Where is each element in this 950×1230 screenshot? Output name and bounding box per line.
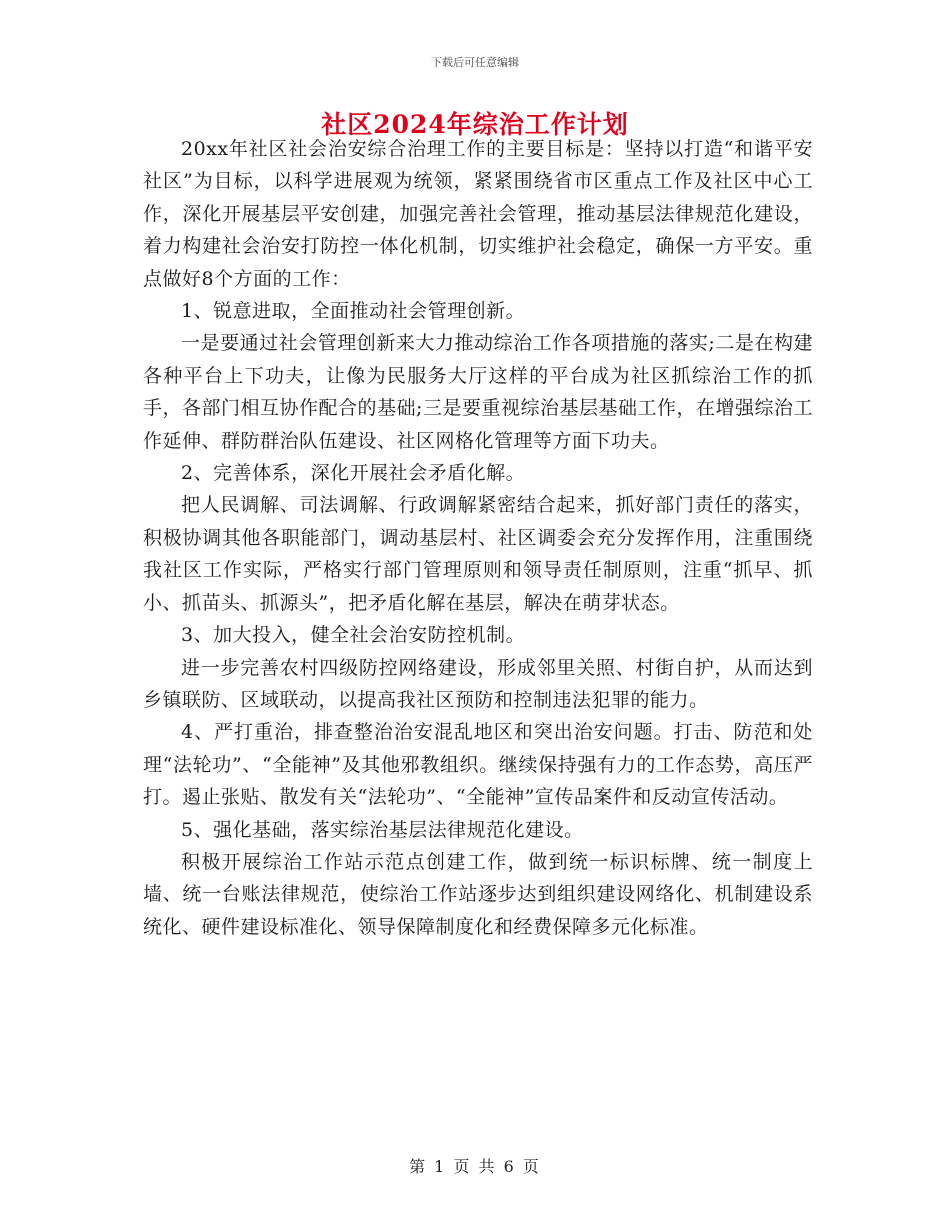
paragraph-heading-5: 5、强化基础，落实综治基层法律规范化建设。 xyxy=(181,818,584,841)
header-note: 下载后可任意编辑 xyxy=(431,56,519,69)
paragraph-body-3: 进一步完善农村四级防控网络建设，形成邻里关照、村街自护，从而达到乡镇联防、区域联动，以提高我社区预防和控制违法犯罪的能力。 xyxy=(143,656,813,711)
paragraph-body-2: 把人民调解、司法调解、行政调解紧密结合起来，抓好部门责任的落实，积极协调其他各职能部门，调动基层村、社区调委会充分发挥作用，注重围绕我社区工作实际，严格实行部门管理原则和领导责任制原则，注重“抓早、抓小、抓苗头、抓源头”，把矛盾化解在基层，解决在萌芽状态。 xyxy=(143,494,813,614)
paragraph-heading-1: 1、锐意进取，全面推动社会管理创新。 xyxy=(181,300,526,323)
document-body xyxy=(143,130,813,943)
paragraph-heading-2: 2、完善体系，深化开展社会矛盾化解。 xyxy=(181,462,526,485)
paragraph-body-1: 一是要通过社会管理创新来大力推动综治工作各项措施的落实;二是在构建各种平台上下功夫，让像为民服务大厅这样的平台成为社区抓综治工作的抓手，各部门相互协作配合的基础;三是要重视综治基层基础工作，在增强综治工作延伸、群防群治队伍建设、社区网格化管理等方面下功夫。 xyxy=(143,332,813,452)
document-title: 社区2024年综治工作计划 xyxy=(321,110,629,139)
page-number: 第 1 页 共 6 页 xyxy=(409,1157,541,1176)
paragraph-body-5: 积极开展综治工作站示范点创建工作，做到统一标识标牌、统一制度上墙、统一台账法律规范，使综治工作站逐步达到组织建设网络化、机制建设系统化、硬件建设标准化、领导保障制度化和经费保障多元化标准。 xyxy=(143,850,813,938)
paragraph-heading-3: 3、加大投入，健全社会治安防控机制。 xyxy=(181,624,526,647)
paragraph-heading-4: 4、严打重治，排查整治治安混乱地区和突出治安问题。打击、防范和处理“法轮功”、“全能神”及其他邪教组织。继续保持强有力的工作态势，高压严打。遏止张贴、散发有关“法轮功”、“全能神”宣传品案件和反动宣传活动。 xyxy=(143,721,813,809)
paragraph-intro: 20xx年社区社会治安综合治理工作的主要目标是：坚持以打造“和谐平安社区”为目标，以科学进展观为统领，紧紧围绕省市区重点工作及社区中心工作，深化开展基层平安创建，加强完善社会管理，推动基层法律规范化建设，着力构建社会治安打防控一体化机制，切实维护社会稳定，确保一方平安。重点做好8个方面的工作： xyxy=(143,138,813,290)
